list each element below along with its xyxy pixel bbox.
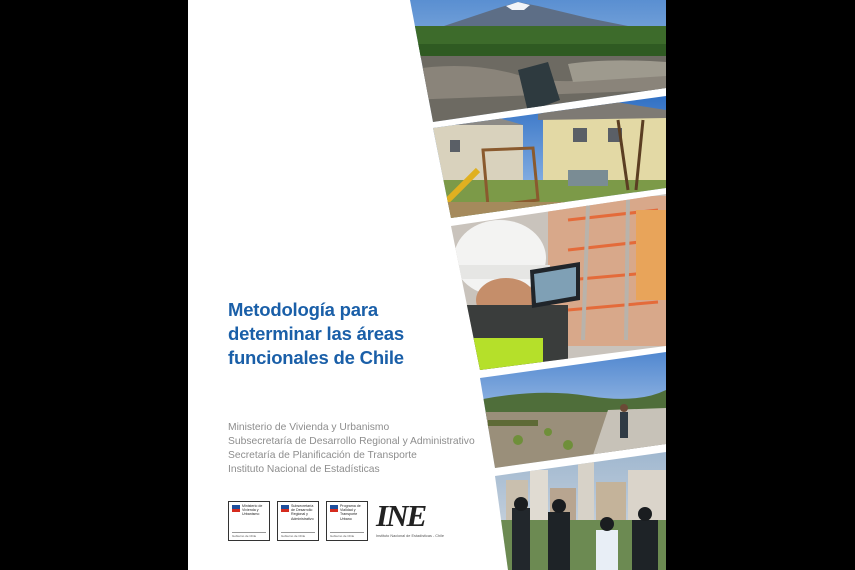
- ine-logo: INE Instituto Nacional de Estadísticas - Chile: [376, 498, 444, 538]
- sectra-logo: Programa de Vialidad y Transporte Urbano Gobierno de Chile: [326, 501, 368, 541]
- construction-photo: [448, 190, 666, 375]
- org-subdere: Subsecretaría de Desarrollo Regional y Administrativo: [228, 436, 475, 447]
- park-photo: [478, 350, 666, 472]
- title-line-1: Metodología para: [228, 299, 378, 320]
- org-sectra: Secretaría de Planificación de Transporte: [228, 450, 417, 461]
- org-ine: Instituto Nacional de Estadísticas: [228, 464, 380, 475]
- cover-page: [188, 0, 666, 570]
- organizations-list: [228, 421, 488, 477]
- title-line-3: funcionales de Chile: [228, 347, 404, 368]
- title-line-2: determinar las áreas: [228, 323, 404, 344]
- cover-photo-collage: [188, 0, 666, 570]
- subdere-logo: Subsecretaría de Desarrollo Regional y Administrativo Gobierno de Chile: [277, 501, 319, 541]
- minvu-logo: Ministerio de Vivienda y Urbanismo Gobierno de Chile: [228, 501, 270, 541]
- document-title: [228, 298, 468, 370]
- city-photo: [488, 450, 666, 570]
- org-minvu: Ministerio de Vivienda y Urbanismo: [228, 422, 390, 433]
